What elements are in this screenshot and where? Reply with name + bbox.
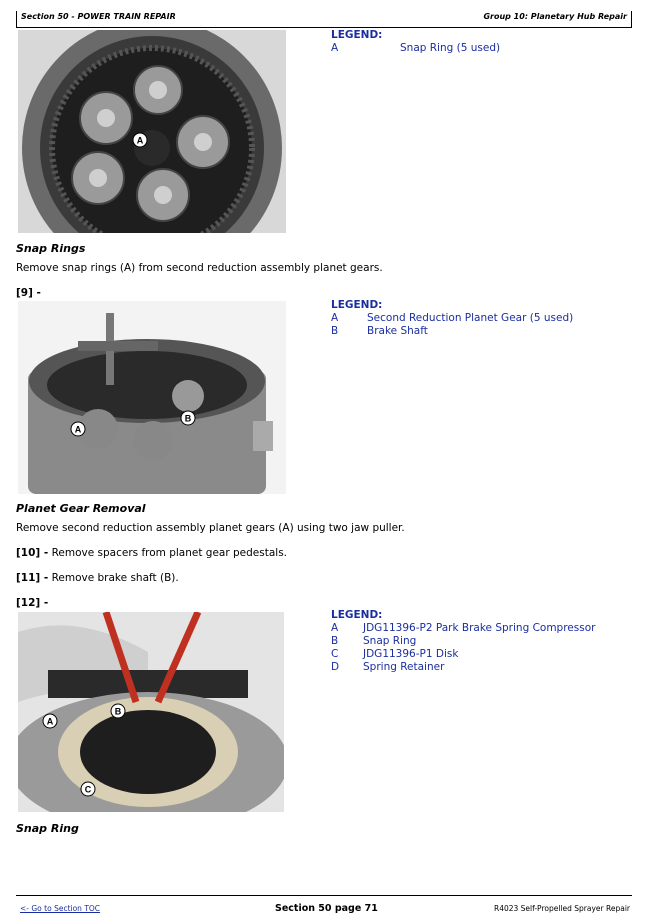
legend-1 bbox=[331, 29, 500, 55]
footer-divider bbox=[16, 895, 632, 896]
step-number: [12] - bbox=[16, 597, 49, 609]
legend-key: B bbox=[331, 635, 339, 647]
photo-spring-compressor bbox=[18, 612, 284, 812]
callout-b-label: B bbox=[184, 413, 192, 424]
photo-puller bbox=[18, 301, 286, 494]
legend-title: LEGEND: bbox=[331, 29, 383, 41]
legend-text: Brake Shaft bbox=[367, 325, 428, 337]
legend-row bbox=[331, 325, 573, 338]
legend-row bbox=[331, 635, 595, 648]
document-title: R4023 Self-Propelled Sprayer Repair bbox=[493, 904, 630, 913]
legend-text: JDG11396-P2 Park Brake Spring Compressor bbox=[363, 622, 596, 634]
legend-key: A bbox=[331, 42, 339, 54]
legend-row bbox=[331, 42, 500, 55]
legend-3 bbox=[331, 609, 595, 674]
legend-row bbox=[331, 648, 595, 661]
legend-text: Spring Retainer bbox=[363, 661, 445, 673]
legend-row bbox=[331, 312, 573, 325]
figure-snap-rings bbox=[18, 30, 286, 233]
callout-a-label: A bbox=[136, 135, 144, 146]
legend-2 bbox=[331, 299, 573, 338]
legend-key: D bbox=[331, 661, 340, 673]
callout-a-label: A bbox=[74, 424, 82, 435]
step-text: Remove brake shaft (B). bbox=[48, 572, 179, 584]
step-number: [9] - bbox=[16, 287, 41, 299]
section-toc-link[interactable]: <- Go to Section TOC bbox=[20, 904, 101, 913]
legend-key: A bbox=[331, 622, 339, 634]
legend-row bbox=[331, 622, 595, 635]
legend-text: Snap Ring bbox=[363, 635, 417, 647]
heading-snap-ring: Snap Ring bbox=[16, 822, 79, 835]
callout-c-label: C bbox=[84, 784, 92, 795]
legend-key: A bbox=[331, 312, 339, 324]
legend-text: JDG11396-P1 Disk bbox=[363, 648, 459, 660]
section-title: Section 50 - POWER TRAIN REPAIR bbox=[21, 12, 176, 21]
step-number: [11] - bbox=[16, 572, 49, 584]
callout-b-label: B bbox=[114, 706, 122, 717]
heading-snap-rings: Snap Rings bbox=[16, 242, 86, 255]
legend-key: C bbox=[331, 648, 339, 660]
group-title: Group 10: Planetary Hub Repair bbox=[483, 12, 627, 21]
paragraph: Remove snap rings (A) from second reduction assembly planet gears. bbox=[16, 262, 383, 274]
paragraph: Remove second reduction assembly planet gears (A) using two jaw puller. bbox=[16, 522, 405, 534]
callout-a-label: A bbox=[46, 716, 54, 727]
legend-text: Snap Ring (5 used) bbox=[400, 42, 501, 54]
legend-title: LEGEND: bbox=[331, 299, 383, 311]
legend-text: Second Reduction Planet Gear (5 used) bbox=[367, 312, 574, 324]
legend-title: LEGEND: bbox=[331, 609, 383, 621]
step-11 bbox=[16, 572, 179, 584]
step-text: Remove spacers from planet gear pedestals. bbox=[48, 547, 288, 559]
figure-planet-gear-removal bbox=[18, 301, 286, 494]
step-10 bbox=[16, 547, 287, 559]
legend-row bbox=[331, 661, 595, 674]
legend-key: B bbox=[331, 325, 339, 337]
heading-planet-gear-removal: Planet Gear Removal bbox=[16, 502, 146, 515]
step-number: [10] - bbox=[16, 547, 49, 559]
page-header bbox=[16, 11, 632, 28]
figure-snap-ring bbox=[18, 612, 284, 812]
page-number: Section 50 page 71 bbox=[275, 903, 378, 914]
photo-planet-gears bbox=[18, 30, 286, 233]
